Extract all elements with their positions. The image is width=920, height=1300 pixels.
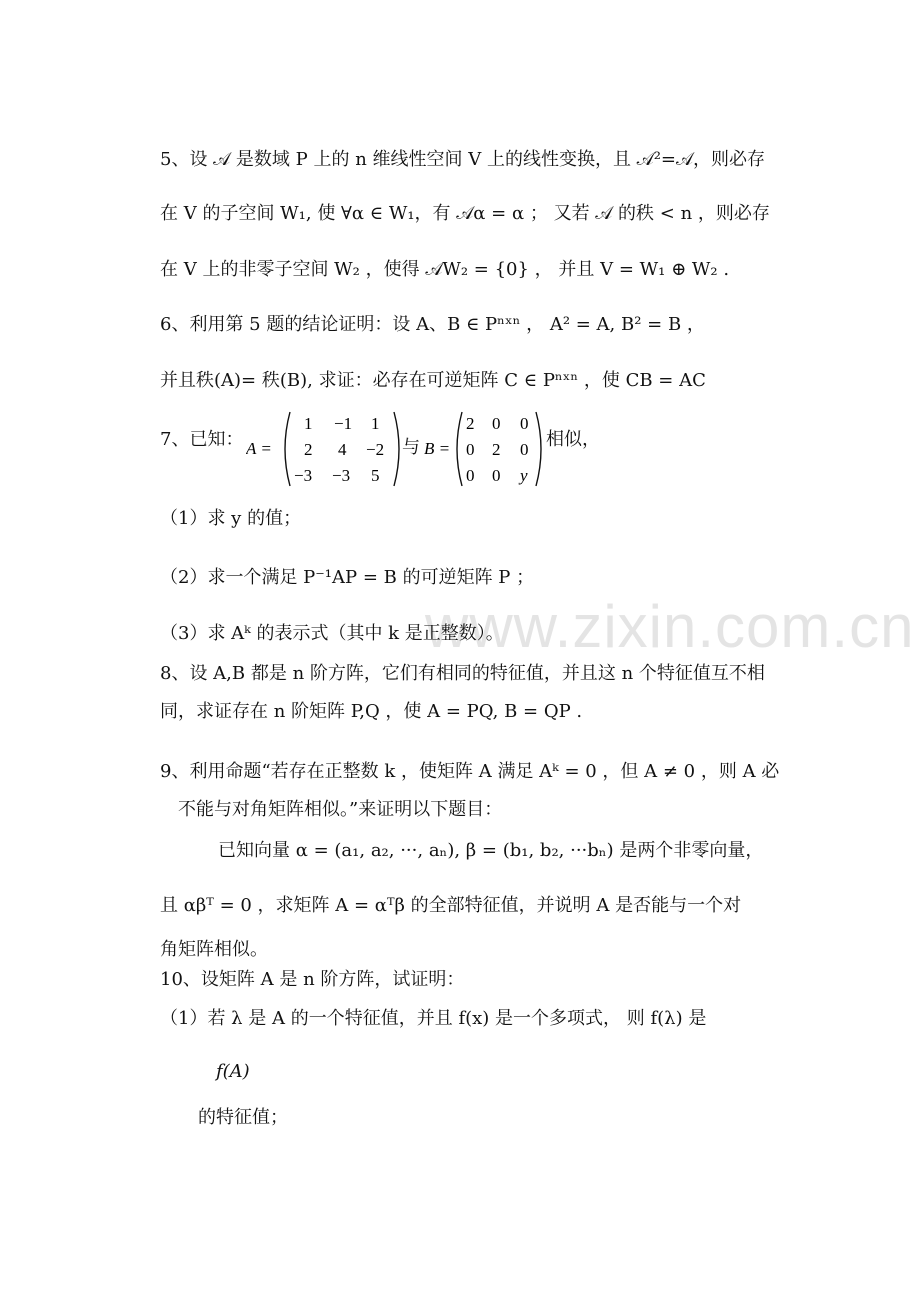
problem-9-line-3: 已知向量 α = (a₁, a₂, ···, aₙ), β = (b₁, b₂, ···bₙ) 是两个非零向量， [218, 840, 764, 861]
matrix-b-cell: 0 [520, 440, 529, 459]
problem-9-line-2: 不能与对角矩阵相似。”来证明以下题目： [178, 799, 503, 820]
problem-8-line-2: 同，求证存在 n 阶矩阵 P,Q ，使 A = PQ, B = QP . [160, 701, 583, 722]
matrix-a-cell: 1 [371, 414, 380, 433]
matrix-a-cell: 5 [371, 466, 380, 485]
matrix-a-cell: 4 [338, 440, 347, 459]
matrix-b-cell: 0 [466, 466, 475, 485]
matrix-b-cell: 0 [466, 440, 475, 459]
problem-6-line-1: 6、利用第 5 题的结论证明：设 A、B ∈ Pⁿˣⁿ ， A² = A, B² = B ， [160, 314, 705, 335]
problem-7-intro: 7、已知： [160, 429, 244, 450]
matrix-b-cell: 0 [492, 466, 501, 485]
problem-10-line-1: 10、设矩阵 A 是 n 阶方阵，试证明： [160, 969, 465, 990]
problem-5-line-3: 在 V 上的非零子空间 W₂ ，使得 𝒜W₂ = {0} ， 并且 V = W₁ ⊕ W₂ . [160, 259, 730, 280]
problem-7-part-1: （1）求 y 的值； [160, 508, 302, 529]
problem-9-line-5: 角矩阵相似。 [160, 939, 268, 960]
connector-text: 与 [402, 437, 420, 458]
matrix-a-cell: −3 [332, 466, 351, 485]
problem-7-part-2: （2）求一个满足 P⁻¹AP = B 的可逆矩阵 P ； [160, 567, 535, 588]
matrix-a-label: A = [246, 439, 272, 458]
matrix-a-cell: 2 [304, 440, 313, 459]
matrix-a-cell: −1 [334, 414, 353, 433]
matrix-b-cell: 0 [492, 414, 501, 433]
watermark: www.zixin.com.cn [425, 593, 915, 660]
matrix-b-cell: 2 [492, 440, 501, 459]
problem-10-tail: 的特征值； [198, 1107, 288, 1128]
problem-9-line-1: 9、利用命题“若存在正整数 k ，使矩阵 A 满足 Aᵏ = 0 ，但 A ≠ 0 ，则 A 必 [160, 761, 780, 782]
matrix-a [246, 410, 400, 488]
similar-text: 相似， [546, 429, 600, 450]
matrix-a-cell: −2 [366, 440, 385, 459]
matrix-b [424, 410, 544, 488]
problem-5-line-2: 在 V 的子空间 W₁, 使 ∀α ∈ W₁，有 𝒜α = α ； 又若 𝒜 的秩 < n ，则必存 [160, 203, 770, 224]
matrix-b-cell: y [520, 466, 528, 485]
matrix-b-cell: 0 [520, 414, 529, 433]
matrix-b-label: B = [424, 439, 451, 458]
problem-10-fa: f(A) [216, 1061, 250, 1082]
matrix-a-cell: 1 [304, 414, 313, 433]
problem-5-line-1: 5、设 𝒜 是数域 P 上的 n 维线性空间 V 上的线性变换，且 𝒜²=𝒜，则必存 [160, 149, 766, 170]
problem-10-part-1: （1）若 λ 是 A 的一个特征值，并且 f(x) 是一个多项式， 则 f(λ) 是 [160, 1008, 707, 1029]
problem-7-part-3: （3）求 Aᵏ 的表示式（其中 k 是正整数）。 [160, 623, 504, 644]
matrix-a-cell: −3 [294, 466, 313, 485]
problem-8-line-1: 8、设 A,B 都是 n 阶方阵，它们有相同的特征值，并且这 n 个特征值互不相 [160, 663, 765, 684]
matrix-b-cell: 2 [466, 414, 475, 433]
problem-9-line-4: 且 αβᵀ = 0 ，求矩阵 A = αᵀβ 的全部特征值，并说明 A 是否能与一个对 [160, 895, 742, 916]
problem-6-line-2: 并且秩(A)= 秩(B), 求证：必存在可逆矩阵 C ∈ Pⁿˣⁿ ，使 CB = AC [160, 370, 706, 391]
